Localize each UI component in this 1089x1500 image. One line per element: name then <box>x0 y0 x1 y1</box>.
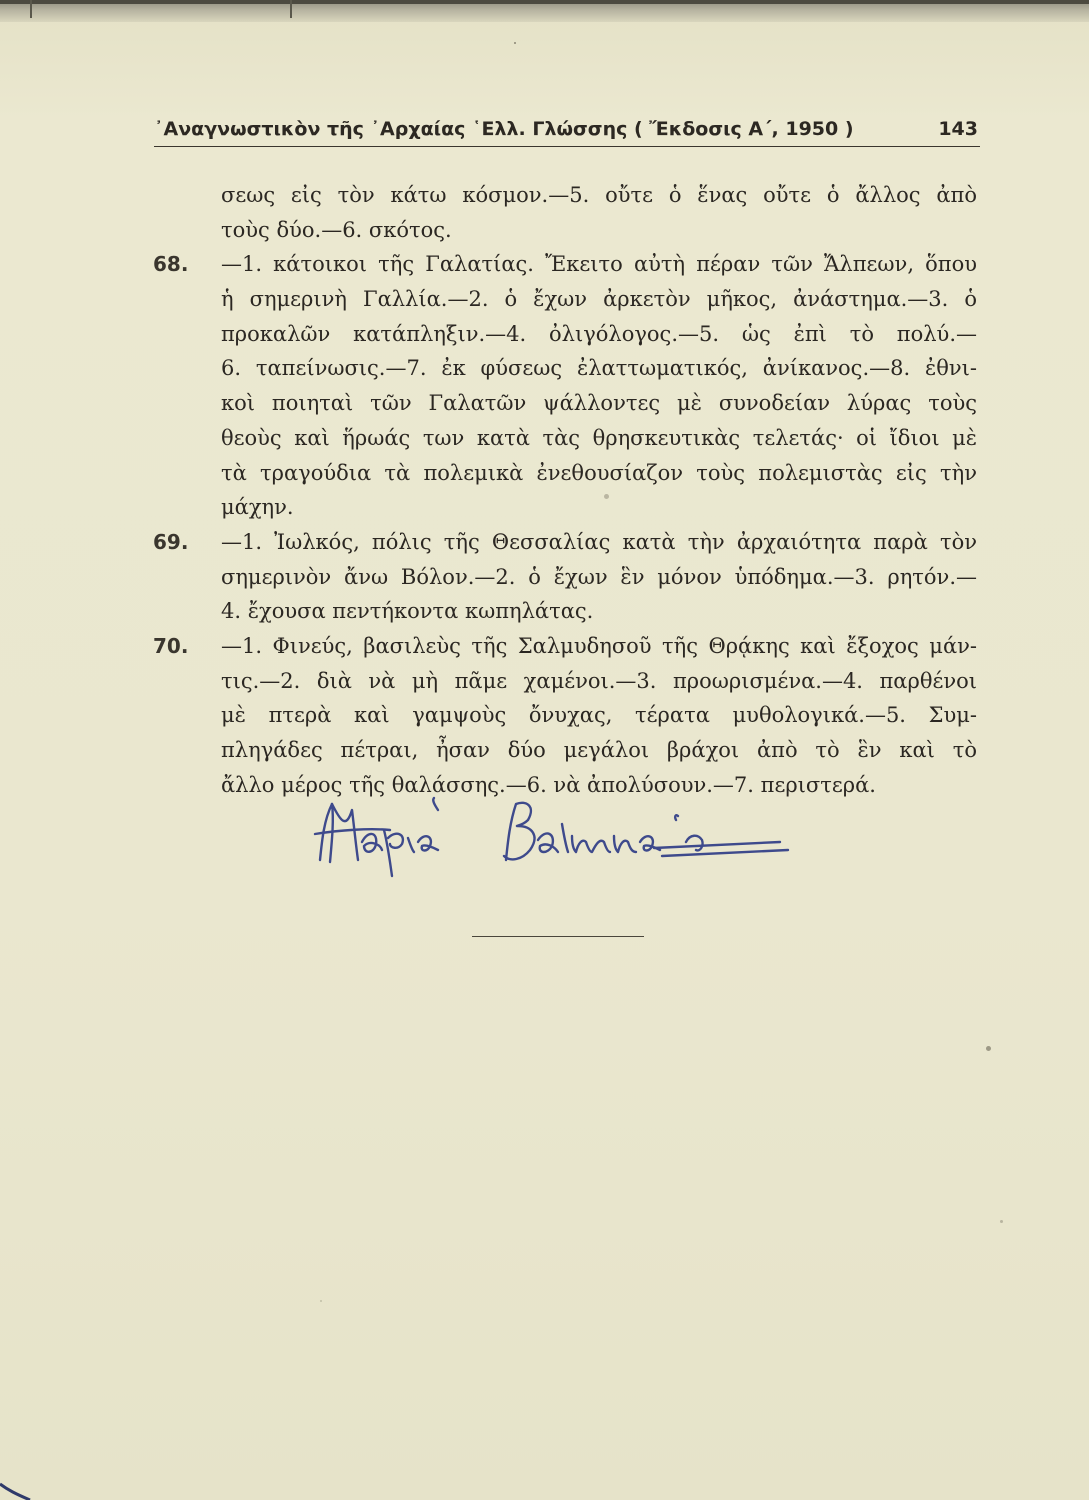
text-line: ἡ σημερινὴ Γαλλία.—2. ὁ ἔχων ἀρκετὸν μῆκος, ἀνάστημα.—3. ὁ <box>221 287 977 312</box>
entry-68 <box>153 247 977 525</box>
running-head <box>154 116 980 147</box>
text-line: 4. ἔχουσα πεντήκοντα κωπηλάτας. <box>221 599 594 624</box>
closing-rule <box>472 936 644 937</box>
text-line: —1. Ἰωλκός, πόλις τῆς Θεσσαλίας κατὰ τὴν ἀρχαιότητα παρὰ τὸν <box>221 529 977 554</box>
page-number: 143 <box>938 118 978 140</box>
text-line: 6. ταπείνωσις.—7. ἐκ φύσεως ἐλαττωματικός, ἀνίκανος.—8. ἐθνι- <box>221 356 977 381</box>
text-line: κοὶ ποιηταὶ τῶν Γαλατῶν ψάλλοντες μὲ συνοδείαν λύρας τοὺς <box>221 391 977 416</box>
entry-number: 70. <box>153 633 189 658</box>
continuation-paragraph <box>221 178 977 247</box>
text-line: ἄλλο μέρος τῆς θαλάσσης.—6. νὰ ἀπολύσουν.—7. περιστερά. <box>221 772 876 797</box>
text-line: —1. κάτοικοι τῆς Γαλατίας. Ἔκειτο αὐτὴ πέραν τῶν Ἄλπεων, ὅπου <box>221 252 977 277</box>
text-line: προκαλῶν κατάπληξιν.—4. ὀλιγόλογος.—5. ὡς ἐπὶ τὸ πολύ.— <box>221 321 977 346</box>
entry-number: 68. <box>153 252 189 277</box>
binding-edge <box>0 0 1089 22</box>
body-text <box>153 178 977 802</box>
text-line: πληγάδες πέτραι, ἦσαν δύο μεγάλοι βράχοι ἀπὸ τὸ ἓν καὶ τὸ <box>221 738 977 762</box>
text-line: τοὺς δύο.—6. σκότος. <box>221 217 452 242</box>
entry-number: 69. <box>153 529 189 554</box>
text-line: μάχην. <box>221 495 294 520</box>
corner-mark <box>0 1478 40 1500</box>
text-line: σημερινὸν ἄνω Βόλον.—2. ὁ ἔχων ἓν μόνον ὑπόδημα.—3. ρητόν.— <box>221 564 977 589</box>
text-line: θεοὺς καὶ ἥρωάς των κατὰ τὰς θρησκευτικὰς τελετάς· οἱ ἴδιοι μὲ <box>221 425 977 450</box>
handwritten-signature <box>310 790 800 880</box>
text-line: σεως εἰς τὸν κάτω κόσμον.—5. οὔτε ὁ ἕνας οὔτε ὁ ἄλλος ἀπὸ <box>221 183 977 207</box>
entry-70 <box>153 629 977 802</box>
text-line: μὲ πτερὰ καὶ γαμψοὺς ὄνυχας, τέρατα μυθολογικά.—5. Συμ- <box>221 703 977 728</box>
entry-69 <box>153 525 977 629</box>
text-line: τις.—2. διὰ νὰ μὴ πᾶμε χαμένοι.—3. προωρισμένα.—4. παρθένοι <box>221 668 977 693</box>
text-line: —1. Φινεύς, βασιλεὺς τῆς Σαλμυδησοῦ τῆς Θρᾴκης καὶ ἔξοχος μάν- <box>221 633 977 658</box>
text-line: τὰ τραγούδια τὰ πολεμικὰ ἐνεθουσίαζον τοὺς πολεμιστὰς εἰς τὴν <box>221 460 977 485</box>
header-title: ᾿Αναγνωστικὸν τῆς ᾿Αρχαίας ῾Ελλ. Γλώσσης ( Ἔκδοσις Α΄, 1950 ) <box>154 118 854 140</box>
